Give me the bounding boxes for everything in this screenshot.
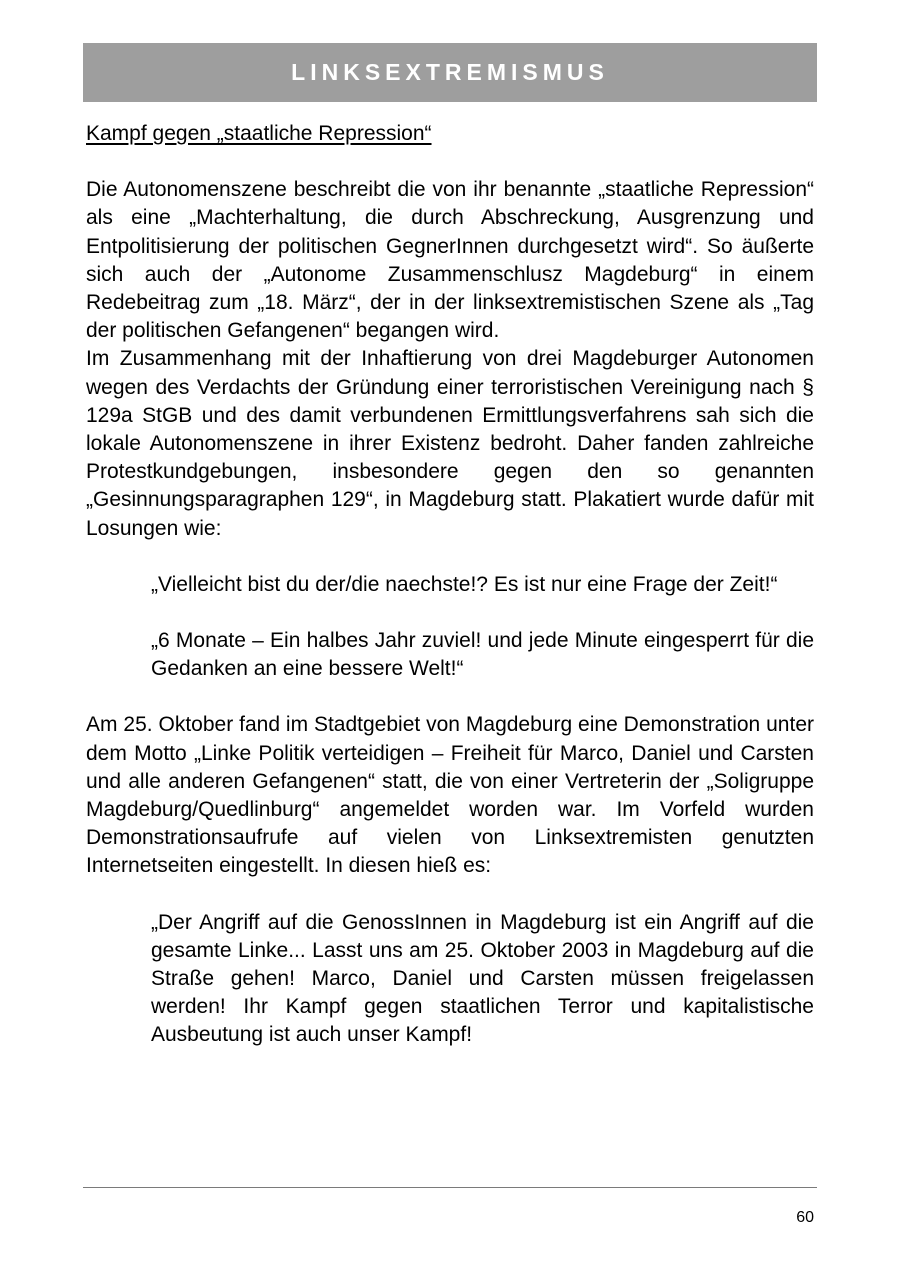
footer-rule <box>83 1187 817 1188</box>
header-title: LINKSEXTREMISMUS <box>291 59 609 85</box>
spacer <box>86 543 814 571</box>
page-number: 60 <box>796 1209 814 1226</box>
spacer <box>86 881 814 909</box>
spacer <box>86 683 814 711</box>
page-content <box>86 120 814 1050</box>
header-bar <box>83 43 817 102</box>
slogan-quote: „Vielleicht bist du der/die naechste!? Es ist nur eine Frage der Zeit!“ <box>151 572 778 596</box>
slogan-quote: „6 Monate – Ein halbes Jahr zuviel! und jede Minute eingesperrt für die Gedanken an eine bessere Welt!“ <box>151 629 814 681</box>
body-paragraph: Im Zusammenhang mit der Inhaftierung von drei Magdeburger Autonomen wegen des Verdachts der Gründung einer terroristischen Vereinigung nach § 129a StGB und des damit verbundenen Ermittlungsverfahrens sah sich die lokale Autonomenszene in ihrer Existenz bedroht. Daher fanden zahlreiche Protestkundgebungen, insbesondere gegen den so genannten „Gesinnungsparagraphen 129“, in Magdeburg statt. Plakatiert wurde dafür mit Losungen wie: <box>86 347 814 540</box>
body-paragraph: Am 25. Oktober fand im Stadtgebiet von Magdeburg eine Demonstration unter dem Motto „Linke Politik verteidigen – Freiheit für Marco, Daniel und Carsten und alle anderen Gefangenen“ statt, die von einer Vertreterin der „Soligruppe Magdeburg/Quedlinburg“ angemeldet worden war. Im Vorfeld wurden Demonstrationsaufrufe auf vielen von Linksextremisten genutzten Internetseiten eingestellt. In diesen hieß es: <box>86 713 814 878</box>
body-paragraph: Die Autonomenszene beschreibt die von ihr benannte „staatliche Repression“ als eine „Machterhaltung, die durch Abschreckung, Ausgrenzung und Entpolitisierung der politischen GegnerInnen durchgesetzt wird“. So äußerte sich auch der „Autonome Zusammenschlusz Magdeburg“ in einem Redebeitrag zum „18. März“, der in der linksextremistischen Szene als „Tag der politischen Gefangenen“ begangen wird. <box>86 178 814 343</box>
block-quote: „Der Angriff auf die GenossInnen in Magdeburg ist ein Angriff auf die gesamte Linke... Lasst uns am 25. Oktober 2003 in Magdeburg auf die Straße gehen! Marco, Daniel und Carsten müssen freigelassen werden! Ihr Kampf gegen staatlichen Terror und kapitalistische Ausbeutung ist auch unser Kampf! <box>151 910 814 1047</box>
spacer <box>86 599 814 627</box>
section-heading: Kampf gegen „staatliche Repression“ <box>86 122 432 145</box>
